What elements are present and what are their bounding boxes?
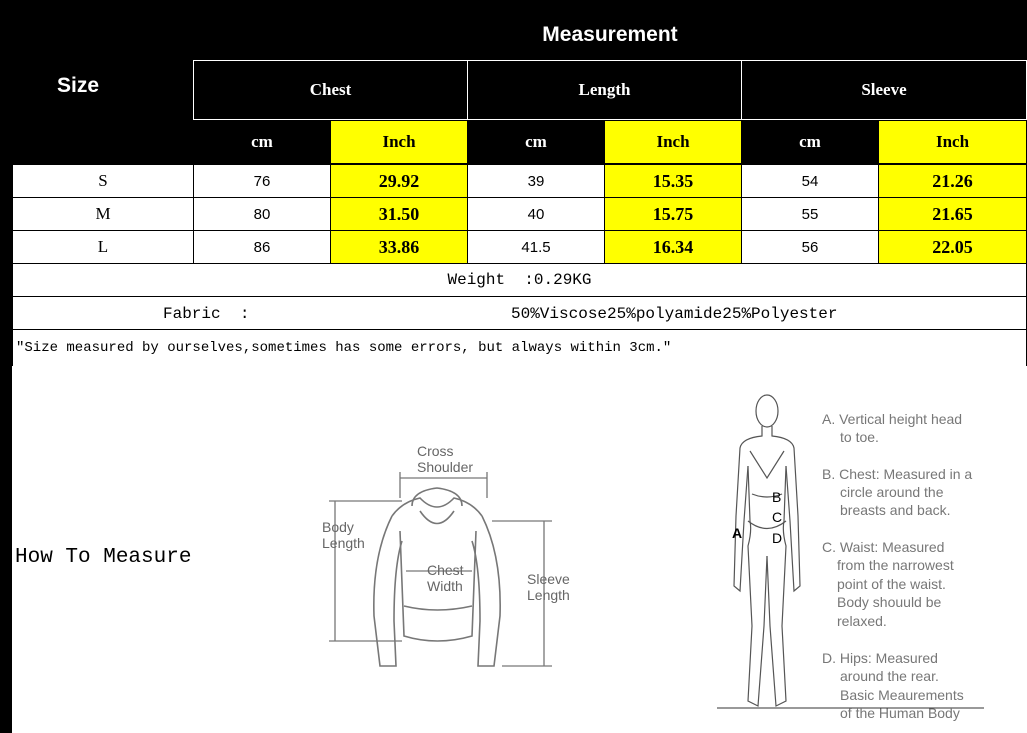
chest-cm-s: 76 bbox=[193, 164, 331, 198]
chest-width-label-1: Chest bbox=[427, 562, 464, 578]
unit-cm-length: cm bbox=[467, 120, 605, 164]
sleeve-length-label-1: Sleeve bbox=[527, 571, 570, 587]
note-d-line2: around the rear. bbox=[840, 668, 939, 684]
note-d-line3: Basic Meaurements bbox=[840, 687, 964, 703]
body-length-label-1: Body bbox=[322, 519, 354, 535]
note-d-line1: D. Hips: Measured bbox=[822, 650, 938, 666]
note-c-line5: relaxed. bbox=[837, 613, 887, 629]
note-b-line3: breasts and back. bbox=[840, 502, 951, 518]
note-a-line1: A. Vertical height head bbox=[822, 411, 963, 427]
fabric-label: Fabric : bbox=[163, 305, 250, 323]
note-c-line3: point of the waist. bbox=[837, 576, 946, 592]
chest-cm-m: 80 bbox=[193, 197, 331, 231]
note-c-line1: C. Waist: Measured bbox=[822, 539, 945, 555]
fabric-line bbox=[12, 296, 1027, 330]
note-c-line4: Body shouuld be bbox=[837, 594, 942, 610]
unit-inch-chest: Inch bbox=[330, 120, 468, 164]
note-b-line1: B. Chest: Measured in a bbox=[822, 466, 973, 482]
note-a-line2: to toe. bbox=[840, 429, 879, 445]
chest-cm-l: 86 bbox=[193, 230, 331, 264]
size-header-label: Size bbox=[57, 74, 100, 97]
chest-group-header bbox=[193, 60, 468, 120]
marker-c: C bbox=[772, 509, 783, 525]
unit-cm-chest: cm bbox=[193, 120, 331, 164]
note-c-line2: from the narrowest bbox=[837, 557, 954, 573]
sleeve-group-header bbox=[741, 60, 1027, 120]
unit-inch-length: Inch bbox=[604, 120, 742, 164]
sleeve-cm-s: 54 bbox=[741, 164, 879, 198]
sleeve-length-label-2: Length bbox=[527, 587, 570, 603]
chest-inch-s: 29.92 bbox=[330, 164, 468, 198]
marker-a: A bbox=[732, 525, 743, 541]
size-note-text: "Size measured by ourselves,sometimes has some errors, but always within 3cm." bbox=[16, 340, 672, 356]
length-cm-l: 41.5 bbox=[467, 230, 605, 264]
how-to-measure-title: How To Measure bbox=[15, 546, 192, 569]
sleeve-inch-l: 22.05 bbox=[878, 230, 1027, 264]
fabric-value: 50%Viscose25%polyamide25%Polyester bbox=[511, 305, 838, 323]
weight-line bbox=[12, 263, 1027, 297]
size-cell-m: M bbox=[12, 197, 194, 231]
garment-diagram bbox=[302, 436, 572, 676]
sleeve-group-label: Sleeve bbox=[861, 80, 907, 99]
weight-text: Weight :0.29KG bbox=[447, 271, 592, 289]
unit-inch-sleeve: Inch bbox=[878, 120, 1027, 164]
cross-shoulder-label-1: Cross bbox=[417, 443, 454, 459]
length-inch-m: 15.75 bbox=[604, 197, 742, 231]
sleeve-inch-m: 21.65 bbox=[878, 197, 1027, 231]
cross-shoulder-label-2: Shoulder bbox=[417, 459, 474, 475]
length-cm-m: 40 bbox=[467, 197, 605, 231]
length-inch-l: 16.34 bbox=[604, 230, 742, 264]
length-group-header bbox=[467, 60, 742, 120]
sleeve-cm-l: 56 bbox=[741, 230, 879, 264]
size-header bbox=[12, 8, 193, 164]
note-b-line2: circle around the bbox=[840, 484, 944, 500]
note-d-line4: of the Human Body bbox=[840, 705, 960, 721]
sleeve-inch-s: 21.26 bbox=[878, 164, 1027, 198]
length-group-label: Length bbox=[578, 80, 631, 99]
how-to-measure-panel bbox=[12, 366, 1027, 733]
measurement-header-label: Measurement bbox=[542, 22, 678, 46]
size-cell-l: L bbox=[12, 230, 194, 264]
chest-group-label: Chest bbox=[309, 80, 352, 99]
measurement-header bbox=[193, 8, 1027, 61]
size-note bbox=[12, 329, 1027, 367]
body-length-label-2: Length bbox=[322, 535, 365, 551]
marker-d: D bbox=[772, 530, 783, 546]
sleeve-cm-m: 55 bbox=[741, 197, 879, 231]
chest-width-label-2: Width bbox=[427, 578, 463, 594]
marker-b: B bbox=[772, 489, 782, 505]
unit-cm-sleeve: cm bbox=[741, 120, 879, 164]
body-figure-diagram bbox=[712, 386, 1012, 726]
size-cell-s: S bbox=[12, 164, 194, 198]
length-inch-s: 15.35 bbox=[604, 164, 742, 198]
chest-inch-l: 33.86 bbox=[330, 230, 468, 264]
chest-inch-m: 31.50 bbox=[330, 197, 468, 231]
length-cm-s: 39 bbox=[467, 164, 605, 198]
